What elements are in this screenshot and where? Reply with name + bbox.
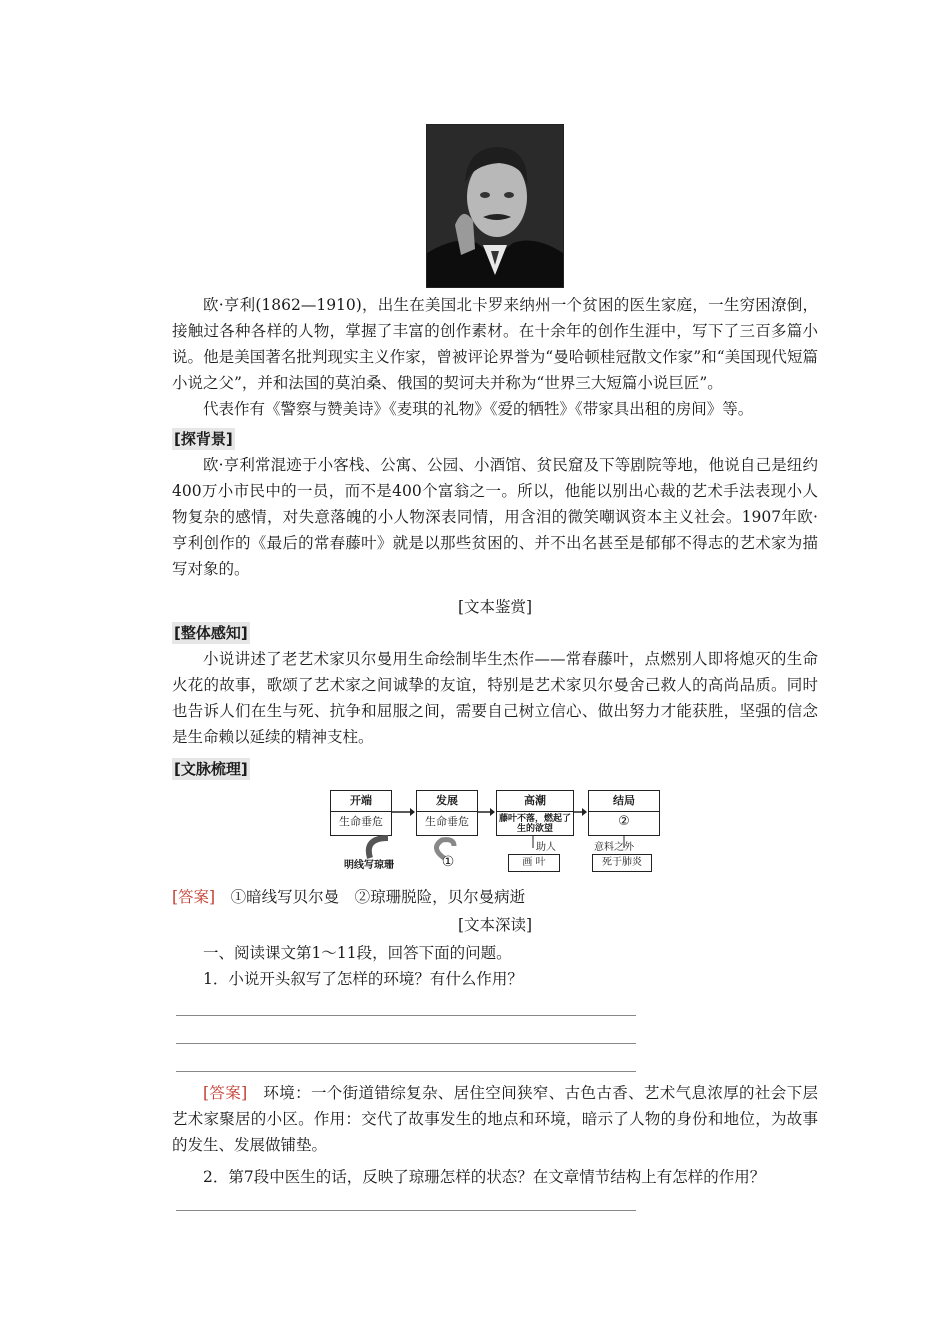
answer-2 [172,1080,818,1158]
overall-section [172,622,818,750]
author-portrait [426,124,564,288]
section-text-appreciation: [文本鉴赏] [457,598,533,616]
overall-tag: [整体感知] [174,624,248,642]
flow-label-answer-1: ① [441,854,455,870]
flow-label-main-line: 明线写琼珊 [344,860,394,871]
answer-1 [172,884,818,910]
plot-flowchart [330,790,660,876]
answer-line-1[interactable] [176,1015,636,1016]
intro-paragraph-2: 代表作有《警察与赞美诗》《麦琪的礼物》《爱的牺牲》《带家具出租的房间》等。 [203,400,754,418]
answer-1-text: ①暗线写贝尔曼 ②琼珊脱险，贝尔曼病逝 [230,888,526,906]
flow-box-ending: 结局 ② [588,790,660,836]
flow-box-development: 发展 生命垂危 [416,790,478,836]
question-2: 2．第7段中医生的话，反映了琼珊怎样的状态？在文章情节结构上有怎样的作用？ [203,1168,766,1186]
flow-box-climax: 高潮 藤叶不落，燃起了生的欲望 [496,790,574,836]
answer-2-tag: [答案] [203,1084,248,1102]
flow-box-paint-leaf: 画 叶 [508,854,560,872]
structure-tag: [文脉梳理] [174,760,248,778]
section-text-deep-reading: [文本深读] [457,916,533,934]
flow-label-unexpected: 意料之外 [594,842,634,853]
background-text: 欧·亨利常混迹于小客栈、公寓、公园、小酒馆、贫民窟及下等剧院等地，他说自己是纽约400万小市民中的一员，而不是400个富翁之一。所以，他能以别出心裁的艺术手法表现小人物复杂的感情，对失意落魄的小人物深表同情，用含泪的微笑嘲讽资本主义社会。1907年欧·亨利创作的《最后的常春藤叶》就是以那些贫困的、并不出名甚至是郁郁不得志的艺术家为描写对象的。 [172,456,818,578]
question-section [172,940,818,992]
flow-box-start: 开端 生命垂危 [330,790,392,836]
question-2-block [172,1164,818,1190]
background-tag: [探背景] [174,430,233,448]
question-1: 1．小说开头叙写了怎样的环境？有什么作用？ [203,970,523,988]
intro-paragraph-1: 欧·亨利(1862—1910)，出生在美国北卡罗来纳州一个贫困的医生家庭，一生穷困潦倒，接触过各种各样的人物，掌握了丰富的创作素材。在十余年的创作生涯中，写下了三百多篇小说。他是美国著名批判现实主义作家，曾被评论界誉为“曼哈顿桂冠散文作家”和“美国现代短篇小说之父”，并和法国的莫泊桑、俄国的契诃夫并称为“世界三大短篇小说巨匠”。 [172,296,818,392]
intro-section [172,292,818,422]
question-intro: 一、阅读课文第1～11段，回答下面的问题。 [203,944,512,962]
answer-line-2[interactable] [176,1043,636,1044]
overall-text: 小说讲述了老艺术家贝尔曼用生命绘制毕生杰作——常春藤叶，点燃别人即将熄灭的生命火花的故事，歌颂了艺术家之间诚挚的友谊，特别是艺术家贝尔曼舍己救人的高尚品质。同时也告诉人们在生与死、抗争和屈服之间，需要自己树立信心、做出努力才能获胜，坚强的信念是生命赖以延续的精神支柱。 [172,650,818,746]
flow-label-help: 助人 [536,842,556,853]
flow-box-pneumonia: 死于肺炎 [592,854,652,872]
answer-line-3[interactable] [176,1071,636,1072]
answer-1-tag: [答案] [172,888,216,906]
answer-line-4[interactable] [176,1210,636,1211]
answer-2-text: 环境：一个街道错综复杂、居住空间狭窄、古色古香、艺术气息浓厚的社会下层艺术家聚居的小区。作用：交代了故事发生的地点和环境，暗示了人物的身份和地位，为故事的发生、发展做铺垫。 [172,1084,818,1154]
background-section [172,428,818,582]
